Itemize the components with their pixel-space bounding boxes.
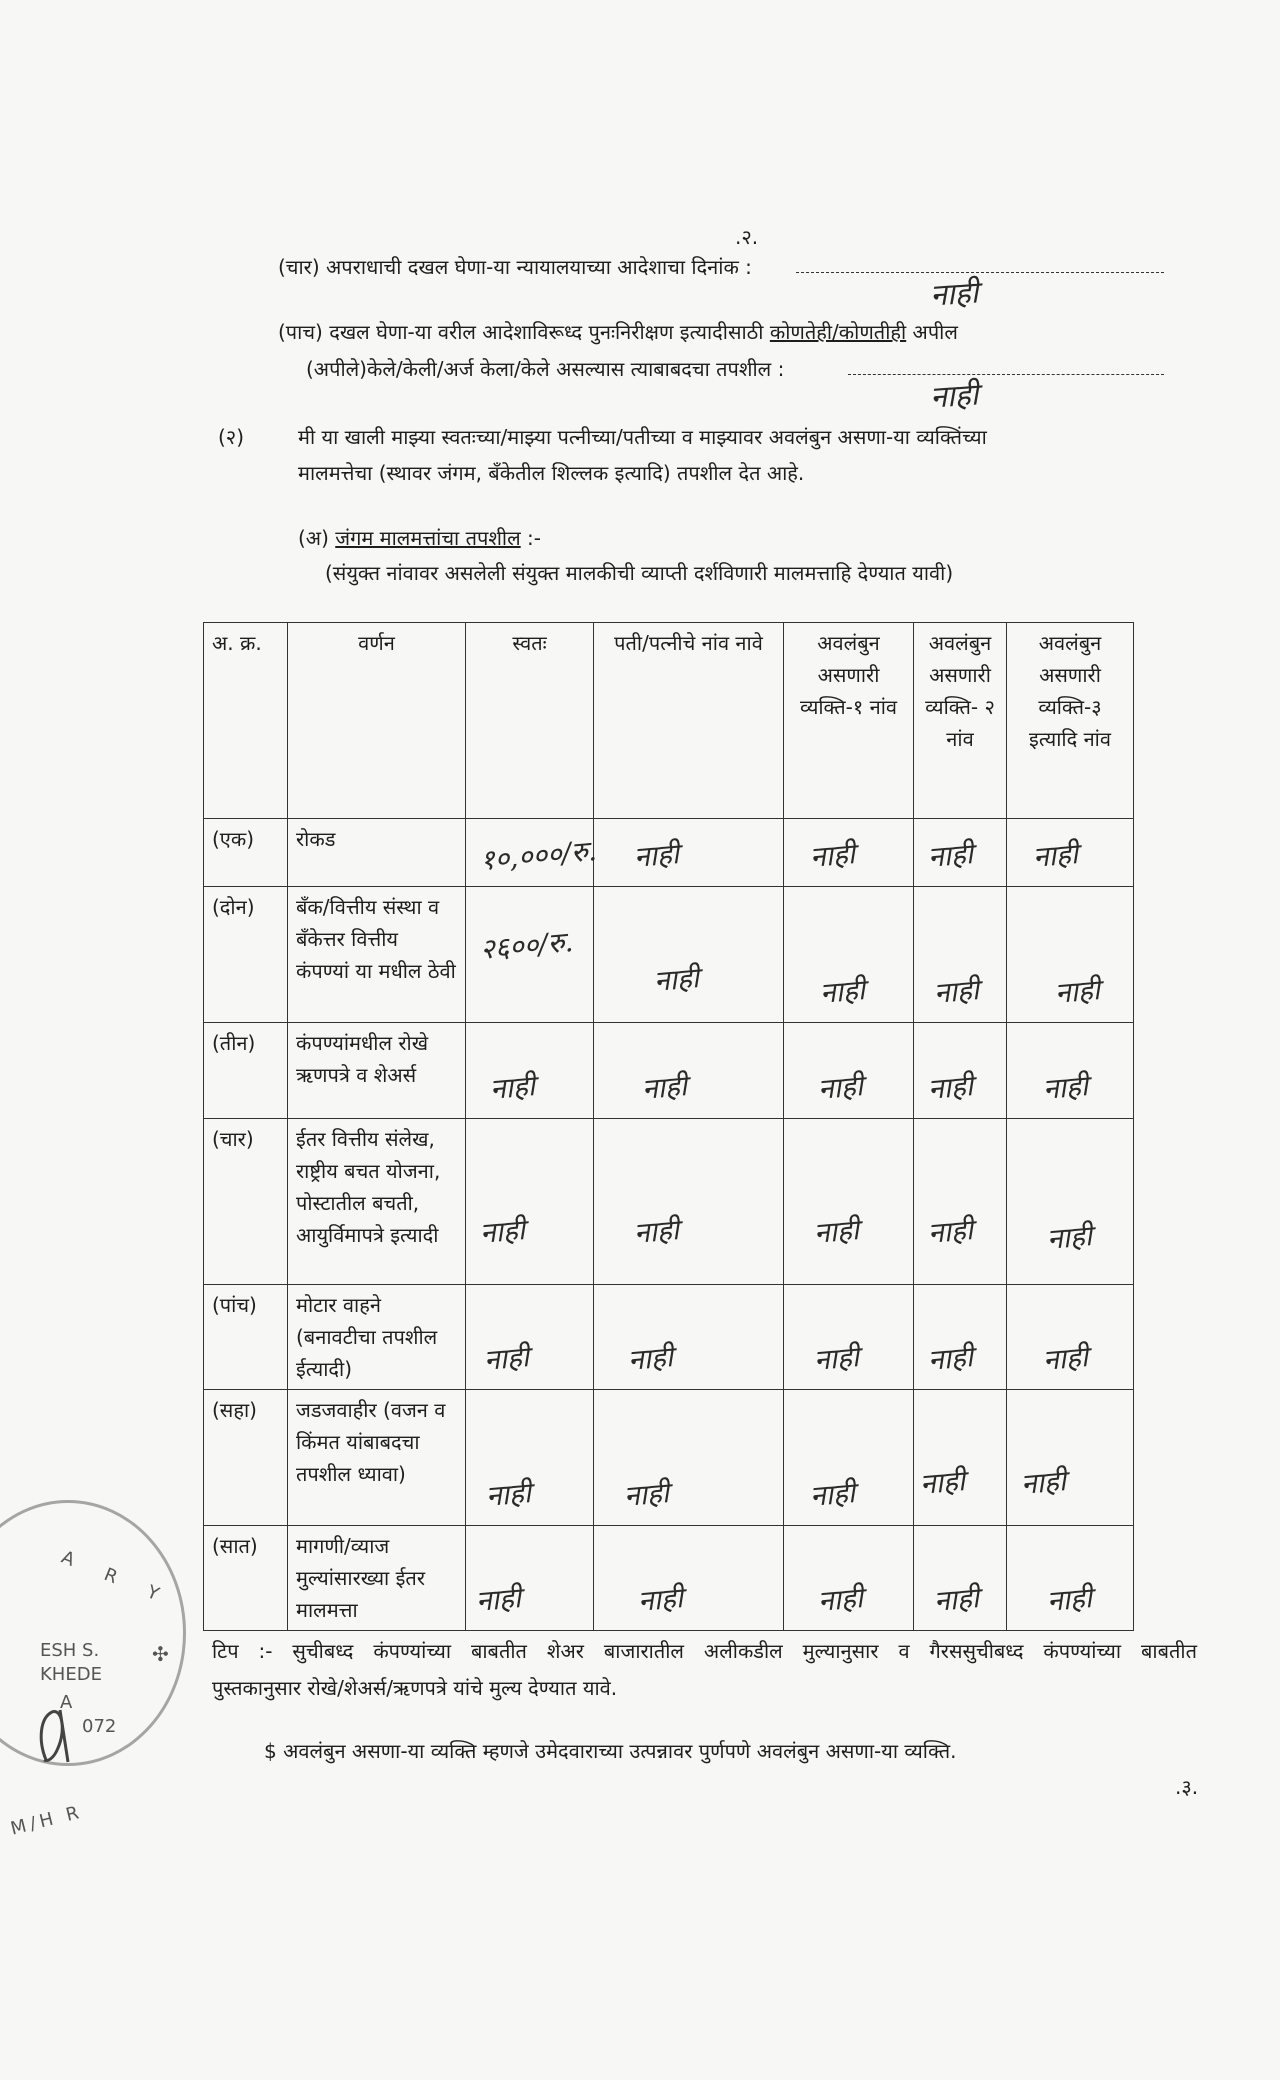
row-dep3-cell: [1007, 1526, 1134, 1631]
row-dep1-cell: [784, 1526, 914, 1631]
table-row: [204, 1390, 1134, 1526]
row-dep2-value: नाही: [926, 1340, 975, 1377]
row-dep3-value: नाही: [1045, 1219, 1094, 1256]
subsection-a-note: (संयुक्त नांवावर असलेली संयुक्त मालकीची व्याप्ती दर्शविणारी मालमत्ताहि देण्यात यावी): [325, 561, 954, 585]
header-dependent-2: अवलंबुन असणारी व्यक्ति- २ नांव: [914, 623, 1007, 819]
row-dep3-cell: [1007, 819, 1134, 887]
row-spouse-value: नाही: [622, 1476, 671, 1513]
row-spouse-value: नाही: [626, 1340, 675, 1377]
table-row: [204, 1526, 1134, 1631]
row-dep2-cell: [914, 1119, 1007, 1285]
row-dep1-cell: [784, 887, 914, 1023]
row-description: मागणी/व्याज मुल्यांसारख्या ईतर मालमत्ता: [288, 1526, 466, 1631]
tip-line1: टिप :- सुचीबध्द कंपण्यांच्या बाबतीत शेअर बाजारातील अलीकडील मुल्यानुसार व गैरससुचीबध्द कंपण्यांच्या बाबतीत: [212, 1639, 1197, 1663]
subsection-a-suffix: :-: [520, 526, 541, 550]
row-dep3-value: नाही: [1041, 1069, 1090, 1106]
row-dep1-value: नाही: [816, 1581, 865, 1618]
row-dep3-cell: [1007, 1119, 1134, 1285]
row-dep3-cell: [1007, 1023, 1134, 1119]
row-spouse-cell: [594, 887, 784, 1023]
row-dep1-cell: [784, 1119, 914, 1285]
row-dep1-cell: [784, 819, 914, 887]
row-spouse-value: नाही: [632, 837, 681, 874]
item-char-label: (चार) अपराधाची दखल घेणा-या न्यायालयाच्या आदेशाचा दिनांक :: [278, 255, 752, 279]
row-spouse-cell: [594, 1119, 784, 1285]
row-serial: (पांच): [204, 1285, 288, 1390]
stamp-star-icon: ✣: [152, 1642, 169, 1666]
row-self-cell: [466, 1526, 594, 1631]
section-2-number: (२): [218, 425, 245, 449]
dependent-note: $ अवलंबुन असणा-या व्यक्ति म्हणजे उमेदवाराच्या उत्पन्नावर पुर्णपणे अवलंबुन असणा-या व्यक्ति.: [264, 1739, 957, 1763]
item-pach-line2: (अपीले)केले/केली/अर्ज केला/केले असल्यास त्याबाबदचा तपशील :: [306, 357, 785, 381]
row-serial: (एक): [204, 819, 288, 887]
row-self-cell: [466, 819, 598, 887]
header-self: स्वतः: [466, 623, 594, 819]
row-dep2-cell: [914, 1023, 1007, 1119]
row-serial: (सहा): [204, 1390, 288, 1526]
page-number-top: .२.: [735, 225, 759, 249]
row-spouse-cell: [594, 819, 784, 887]
row-serial: (तीन): [204, 1023, 288, 1119]
header-description: वर्णन: [288, 623, 466, 819]
row-description: मोटार वाहने (बनावटीचा तपशील ईत्यादी): [288, 1285, 466, 1390]
subsection-a-heading: [298, 523, 541, 553]
item-pach-line1: [278, 317, 958, 347]
row-dep2-value: नाही: [932, 1581, 981, 1618]
table-row: [204, 887, 1134, 1023]
stamp-name-line1: ESH S.: [40, 1640, 100, 1661]
row-spouse-cell: [594, 1526, 784, 1631]
item-pach-fill-line: [848, 374, 1164, 375]
row-dep1-cell: [784, 1285, 914, 1390]
row-dep1-value: नाही: [812, 1213, 861, 1250]
row-self-cell: [466, 1390, 594, 1526]
header-spouse: पती/पत्नीचे नांव नावे: [594, 623, 784, 819]
row-dep2-value: नाही: [918, 1464, 967, 1501]
row-dep2-value: नाही: [932, 973, 981, 1010]
row-self-value: १०,०००/रु.: [478, 833, 598, 878]
item-pach-line1-b: अपील: [906, 320, 958, 344]
row-dep3-value: नाही: [1045, 1581, 1094, 1618]
table-row: [204, 1119, 1134, 1285]
row-description: कंपण्यांमधील रोखे ऋणपत्रे व शेअर्स: [288, 1023, 466, 1119]
row-self-value: नाही: [478, 1213, 527, 1250]
item-pach-answer: नाही: [928, 377, 980, 416]
row-dep2-value: नाही: [926, 1213, 975, 1250]
row-self-cell: [466, 887, 594, 1023]
row-dep2-cell: [914, 1526, 1007, 1631]
row-dep1-value: नाही: [808, 837, 857, 874]
row-dep3-cell: [1007, 1390, 1134, 1526]
row-dep1-value: नाही: [808, 1476, 857, 1513]
row-dep3-value: नाही: [1053, 973, 1102, 1010]
row-dep3-value: नाही: [1041, 1340, 1090, 1377]
tip-line2: पुस्तकानुसार रोखे/शेअर्स/ऋणपत्रे यांचे मुल्य देण्यात यावे.: [212, 1676, 618, 1700]
row-serial: (दोन): [204, 887, 288, 1023]
row-self-cell: [466, 1119, 594, 1285]
row-spouse-cell: [594, 1285, 784, 1390]
item-pach-underlined: कोणतेही/कोणतीही: [769, 320, 907, 344]
table-row: [204, 1023, 1134, 1119]
row-self-value: नाही: [474, 1581, 523, 1618]
row-dep3-value: नाही: [1019, 1464, 1068, 1501]
row-dep1-value: नाही: [818, 973, 867, 1010]
row-dep2-cell: [914, 1285, 1007, 1390]
row-description: ईतर वित्तीय संलेख, राष्ट्रीय बचत योजना, पोस्टातील बचती, आयुर्विमापत्रे इत्यादी: [288, 1119, 466, 1285]
row-dep2-value: नाही: [926, 837, 975, 874]
item-pach-line1-a: (पाच) दखल घेणा-या वरील आदेशाविरूध्द पुनःनिरीक्षण इत्यादीसाठी: [278, 320, 770, 344]
row-dep2-cell: [914, 887, 1007, 1023]
row-dep3-cell: [1007, 887, 1134, 1023]
stamp-reg-a: A: [60, 1692, 73, 1713]
stamp-state: M/H R: [8, 1801, 85, 1840]
row-spouse-value: नाही: [632, 1213, 681, 1250]
table-row: [204, 819, 1134, 887]
row-spouse-value: नाही: [640, 1069, 689, 1106]
row-dep1-value: नाही: [816, 1069, 865, 1106]
row-description: बॅंक/वित्तीय संस्था व बॅंकेत्तर वित्तीय कंपण्यां या मधील ठेवी: [288, 887, 466, 1023]
header-serial: अ. क्र.: [204, 623, 288, 819]
row-dep2-cell: [914, 819, 1007, 887]
row-self-cell: [466, 1285, 594, 1390]
row-dep1-cell: [784, 1390, 914, 1526]
section-2-line2: मालमत्तेचा (स्थावर जंगम, बॅंकेतील शिल्लक इत्यादि) तपशील देत आहे.: [298, 461, 805, 485]
row-spouse-cell: [594, 1023, 784, 1119]
header-dependent-3: अवलंबुन असणारी व्यक्ति-३ इत्यादि नांव: [1007, 623, 1134, 819]
table-row: [204, 1285, 1134, 1390]
subsection-a-title: जंगम मालमत्तांचा तपशील: [335, 526, 521, 550]
table-header-row: [204, 623, 1134, 819]
movable-assets-table: [203, 622, 1134, 1631]
section-2-line1: मी या खाली माझ्या स्वतःच्या/माझ्या पत्नीच्या/पतीच्या व माझ्यावर अवलंबुन असणा-या व्यक्तिंच्या: [298, 425, 987, 449]
row-dep1-value: नाही: [812, 1340, 861, 1377]
row-dep2-value: नाही: [926, 1069, 975, 1106]
row-dep2-cell: [914, 1390, 1007, 1526]
item-char-fill-line: [796, 272, 1164, 273]
row-spouse-cell: [594, 1390, 784, 1526]
item-char-answer: नाही: [928, 275, 980, 314]
row-self-cell: [466, 1023, 594, 1119]
row-serial: (सात): [204, 1526, 288, 1631]
row-self-value: नाही: [488, 1069, 537, 1106]
row-description: जडजवाहीर (वजन व किंमत यांबाबदचा तपशील ध्यावा): [288, 1390, 466, 1526]
row-serial: (चार): [204, 1119, 288, 1285]
stamp-name-line2: KHEDE: [40, 1664, 102, 1685]
row-dep3-value: नाही: [1031, 837, 1080, 874]
row-self-value: नाही: [482, 1340, 531, 1377]
page-number-bottom: .३.: [1175, 1775, 1199, 1799]
row-dep3-cell: [1007, 1285, 1134, 1390]
row-spouse-value: नाही: [636, 1581, 685, 1618]
header-dependent-1: अवलंबुन असणारी व्यक्ति-१ नांव: [784, 623, 914, 819]
subsection-a-prefix: (अ): [298, 526, 336, 550]
row-dep1-cell: [784, 1023, 914, 1119]
stamp-signature-icon: [28, 1700, 88, 1770]
stamp-arc-text: A R Y: [58, 1546, 175, 1611]
row-self-value: नाही: [484, 1476, 533, 1513]
stamp-reg-b: 072: [82, 1716, 117, 1737]
row-spouse-value: नाही: [652, 961, 701, 998]
row-self-value: २६००/रु.: [478, 924, 575, 967]
row-description: रोकड: [288, 819, 466, 887]
